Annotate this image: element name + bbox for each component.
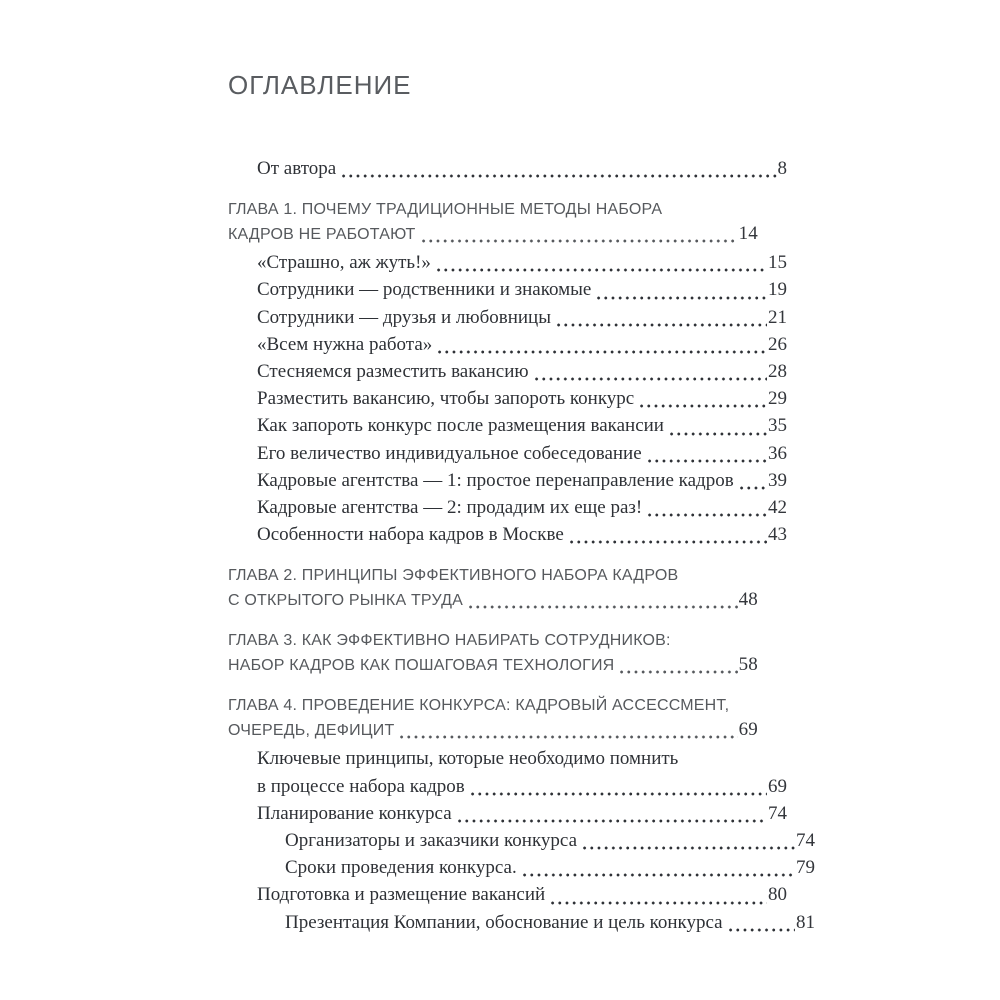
toc-entry-lastline	[228, 222, 758, 247]
toc-entry	[228, 745, 787, 799]
dot-leader	[551, 901, 767, 905]
toc-entry-lastline	[285, 854, 815, 881]
dot-leader	[422, 239, 738, 243]
toc-entry-title: НАБОР КАДРОВ КАК ПОШАГОВАЯ ТЕХНОЛОГИЯ	[228, 657, 615, 675]
toc-entry-title: «Всем нужна работа»	[257, 333, 433, 355]
toc-entry	[228, 304, 787, 331]
toc-entry	[228, 909, 815, 936]
dot-leader	[597, 296, 767, 300]
toc-entry-title: Сотрудники — родственники и знакомые	[257, 279, 592, 301]
toc-entry-lastline	[257, 881, 787, 908]
dot-leader	[342, 174, 776, 178]
dot-leader	[557, 323, 767, 327]
toc-entry-title: КАДРОВ НЕ РАБОТАЮТ	[228, 226, 416, 244]
dot-leader	[648, 513, 767, 517]
toc-entry-title: С ОТКРЫТОГО РЫНКА ТРУДА	[228, 592, 464, 610]
toc-entry-line: ГЛАВА 2. ПРИНЦИПЫ ЭФФЕКТИВНОГО НАБОРА КАДРОВ	[228, 567, 679, 585]
page-number: 19	[768, 279, 787, 301]
page-number: 8	[777, 158, 787, 179]
toc-entry-title: Кадровые агентства — 2: продадим их еще раз!	[257, 497, 643, 519]
toc-entry-lastline	[257, 385, 787, 412]
toc-entry-line: ГЛАВА 1. ПОЧЕМУ ТРАДИЦИОННЫЕ МЕТОДЫ НАБОРА	[228, 201, 663, 219]
toc-entry-lastline	[257, 331, 787, 358]
toc-entry	[228, 276, 787, 303]
page-number: 42	[768, 497, 787, 519]
dot-leader	[438, 350, 767, 354]
toc-chapter-entry	[228, 198, 758, 247]
toc-entry-lastline	[257, 467, 787, 494]
toc-entry	[228, 440, 787, 467]
toc-entry	[228, 827, 815, 854]
toc-entry-lastline	[257, 304, 787, 331]
toc-entry-line: ГЛАВА 3. КАК ЭФФЕКТИВНО НАБИРАТЬ СОТРУДНИКОВ:	[228, 632, 671, 650]
page-number: 35	[768, 415, 787, 437]
toc-entry-title: Презентация Компании, обоснование и цель конкурса	[285, 911, 723, 933]
toc-entry-lastline	[257, 155, 787, 182]
toc-entry-title: Стесняемся разместить вакансию	[257, 361, 529, 383]
toc-entry-lastline	[257, 358, 787, 385]
page-number: 36	[768, 442, 787, 464]
toc-entry-title: «Страшно, аж жуть!»	[257, 252, 431, 274]
page-number: 80	[768, 884, 787, 906]
page-number: 69	[738, 719, 758, 741]
toc-entry-title: Подготовка и размещение вакансий	[257, 884, 546, 906]
toc-entry-lastline	[228, 653, 758, 678]
dot-leader	[458, 819, 767, 823]
page-number: 26	[768, 333, 787, 355]
toc-entry	[228, 494, 787, 521]
toc-entry-title: Его величество индивидуальное собеседование	[257, 442, 642, 464]
dot-leader	[535, 377, 767, 381]
dot-leader	[469, 605, 738, 609]
toc-entry-title: Сотрудники — друзья и любовницы	[257, 306, 551, 328]
toc-entry-lastline	[257, 494, 787, 521]
toc-entry-title: Особенности набора кадров в Москве	[257, 524, 564, 546]
toc-chapter-entry	[228, 564, 758, 613]
dot-leader	[570, 540, 767, 544]
dot-leader	[648, 459, 767, 463]
dot-leader	[523, 873, 795, 877]
toc-entry-title: Разместить вакансию, чтобы запороть конкурс	[257, 388, 635, 410]
page-number: 48	[738, 589, 758, 611]
toc-entry-lastline	[257, 773, 787, 800]
toc-entry	[228, 800, 787, 827]
toc-entry	[228, 467, 787, 494]
toc-entry-lastline	[228, 588, 758, 613]
toc-entry-title: От автора	[257, 158, 337, 179]
toc-entry	[228, 358, 787, 385]
dot-leader	[740, 486, 767, 490]
toc-entry-title: Планирование конкурса	[257, 802, 452, 824]
toc-entry-lastline	[257, 412, 787, 439]
page-number: 15	[768, 252, 787, 274]
page-number: 21	[768, 306, 787, 328]
toc-entry-line: ГЛАВА 4. ПРОВЕДЕНИЕ КОНКУРСА: КАДРОВЫЙ АССЕССМЕНТ,	[228, 697, 730, 715]
dot-leader	[583, 846, 795, 850]
dot-leader	[640, 404, 767, 408]
toc-entry	[228, 385, 787, 412]
toc-entry	[228, 331, 787, 358]
toc-entry-lastline	[285, 909, 815, 936]
dot-leader	[437, 268, 767, 272]
toc-entry-line: Ключевые принципы, которые необходимо помнить	[257, 748, 679, 770]
toc-content	[228, 70, 815, 936]
toc-entry	[228, 249, 787, 276]
page-title: ОГЛАВЛЕНИЕ	[228, 70, 412, 100]
page-number: 14	[738, 223, 758, 245]
toc-entry-title: в процессе набора кадров	[257, 775, 465, 797]
dot-leader	[400, 735, 737, 739]
dot-leader	[620, 670, 737, 674]
toc-entry	[228, 412, 787, 439]
toc-entry	[228, 155, 787, 182]
page-number: 79	[796, 857, 815, 879]
toc-entry-title: ОЧЕРЕДЬ, ДЕФИЦИТ	[228, 722, 395, 740]
dot-leader	[729, 928, 795, 932]
page-number: 39	[768, 469, 787, 491]
page-number: 29	[768, 388, 787, 410]
toc-entry-lastline	[228, 718, 758, 743]
toc-entry-lastline	[257, 276, 787, 303]
toc-entry-lastline	[257, 521, 787, 548]
toc-entry	[228, 854, 815, 881]
toc-entry-lastline	[257, 249, 787, 276]
toc-chapter-entry	[228, 629, 758, 678]
toc-entry-title: Кадровые агентства — 1: простое перенаправление кадров	[257, 469, 734, 491]
toc-entry-title: Сроки проведения конкурса.	[285, 857, 517, 879]
toc-entry-title: Организаторы и заказчики конкурса	[285, 830, 578, 852]
toc-entry-lastline	[285, 827, 815, 854]
toc-entry	[228, 521, 787, 548]
dot-leader	[670, 432, 767, 436]
page-number: 69	[768, 775, 787, 797]
toc-entry	[228, 881, 787, 908]
page-number: 74	[796, 830, 815, 852]
page-number: 74	[768, 802, 787, 824]
page-number: 81	[796, 911, 815, 933]
toc-entry-lastline	[257, 440, 787, 467]
toc-list	[228, 155, 815, 936]
dot-leader	[471, 792, 767, 796]
toc-chapter-entry	[228, 694, 758, 743]
toc-entry-title: Как запороть конкурс после размещения вакансии	[257, 415, 664, 437]
page-number: 58	[738, 654, 758, 676]
toc-entry-lastline	[257, 800, 787, 827]
page-number: 28	[768, 361, 787, 383]
page-number: 43	[768, 524, 787, 546]
